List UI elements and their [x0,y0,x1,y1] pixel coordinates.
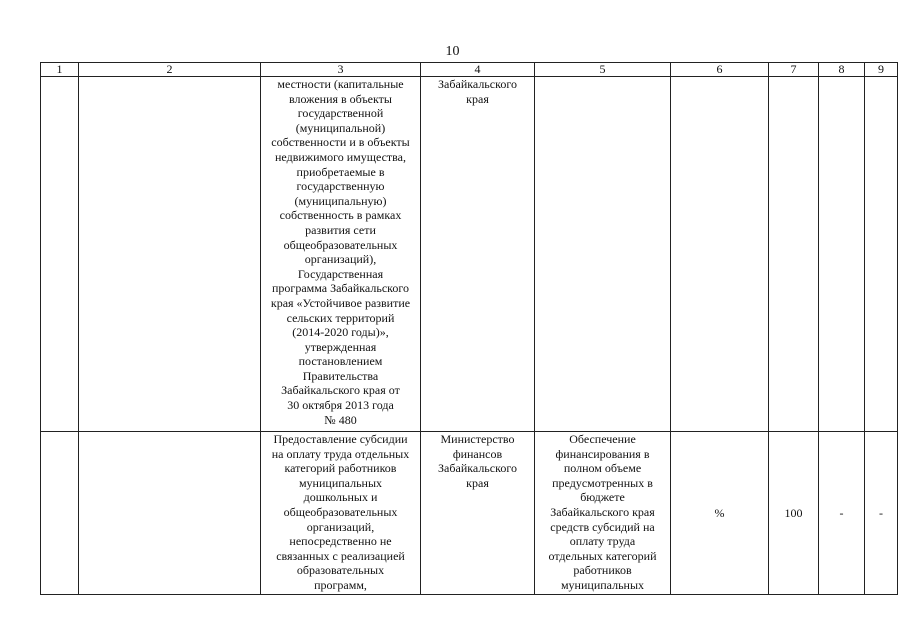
row1-cell-value [769,77,819,432]
column-header-6: 6 [671,63,769,77]
column-header-4: 4 [421,63,535,77]
column-header-2: 2 [79,63,261,77]
row1-cell-activity: местности (капитальные вложения в объекты государственной (муниципальной) собственности и в объекты недвижимого имущества, приобретаемые в государственную (муниципальную) собственность в рамках развития сети общеобразовательных организаций), Государственная программа Забайкальского края «Устойчивое развитие сельских территорий (2014-2020 годы)», утвержденная постановлением Правительства Забайкальского края от 30 октября 2013 года № 480 [261,77,421,432]
header-row [41,63,898,77]
row2-cell-number [41,432,79,595]
table-row [41,77,898,432]
row2-cell-name [79,432,261,595]
row1-cell-name [79,77,261,432]
table-row [41,432,898,595]
row1-cell-number [41,77,79,432]
row1-cell-result [535,77,671,432]
column-header-1: 1 [41,63,79,77]
row2-cell-col8: - [819,432,865,595]
column-header-7: 7 [769,63,819,77]
row1-cell-unit [671,77,769,432]
column-header-9: 9 [865,63,898,77]
row1-cell-executor: Забайкальского края [421,77,535,432]
row2-cell-executor: Министерство финансов Забайкальского края [421,432,535,595]
row1-cell-col8 [819,77,865,432]
data-table [40,62,898,595]
row2-cell-col9: - [865,432,898,595]
row2-cell-result: Обеспечение финансирования в полном объеме предусмотренных в бюджете Забайкальского края средств субсидий на оплату труда отдельных категорий работников муниципальных [535,432,671,595]
column-header-8: 8 [819,63,865,77]
row2-cell-unit: % [671,432,769,595]
column-header-3: 3 [261,63,421,77]
row2-cell-value: 100 [769,432,819,595]
row2-cell-activity: Предоставление субсидии на оплату труда отдельных категорий работников муниципальных дошкольных и общеобразовательных организаций, непосредственно не связанных с реализацией образовательных программ, [261,432,421,595]
column-header-5: 5 [535,63,671,77]
row1-cell-col9 [865,77,898,432]
page-number: 10 [445,44,460,59]
